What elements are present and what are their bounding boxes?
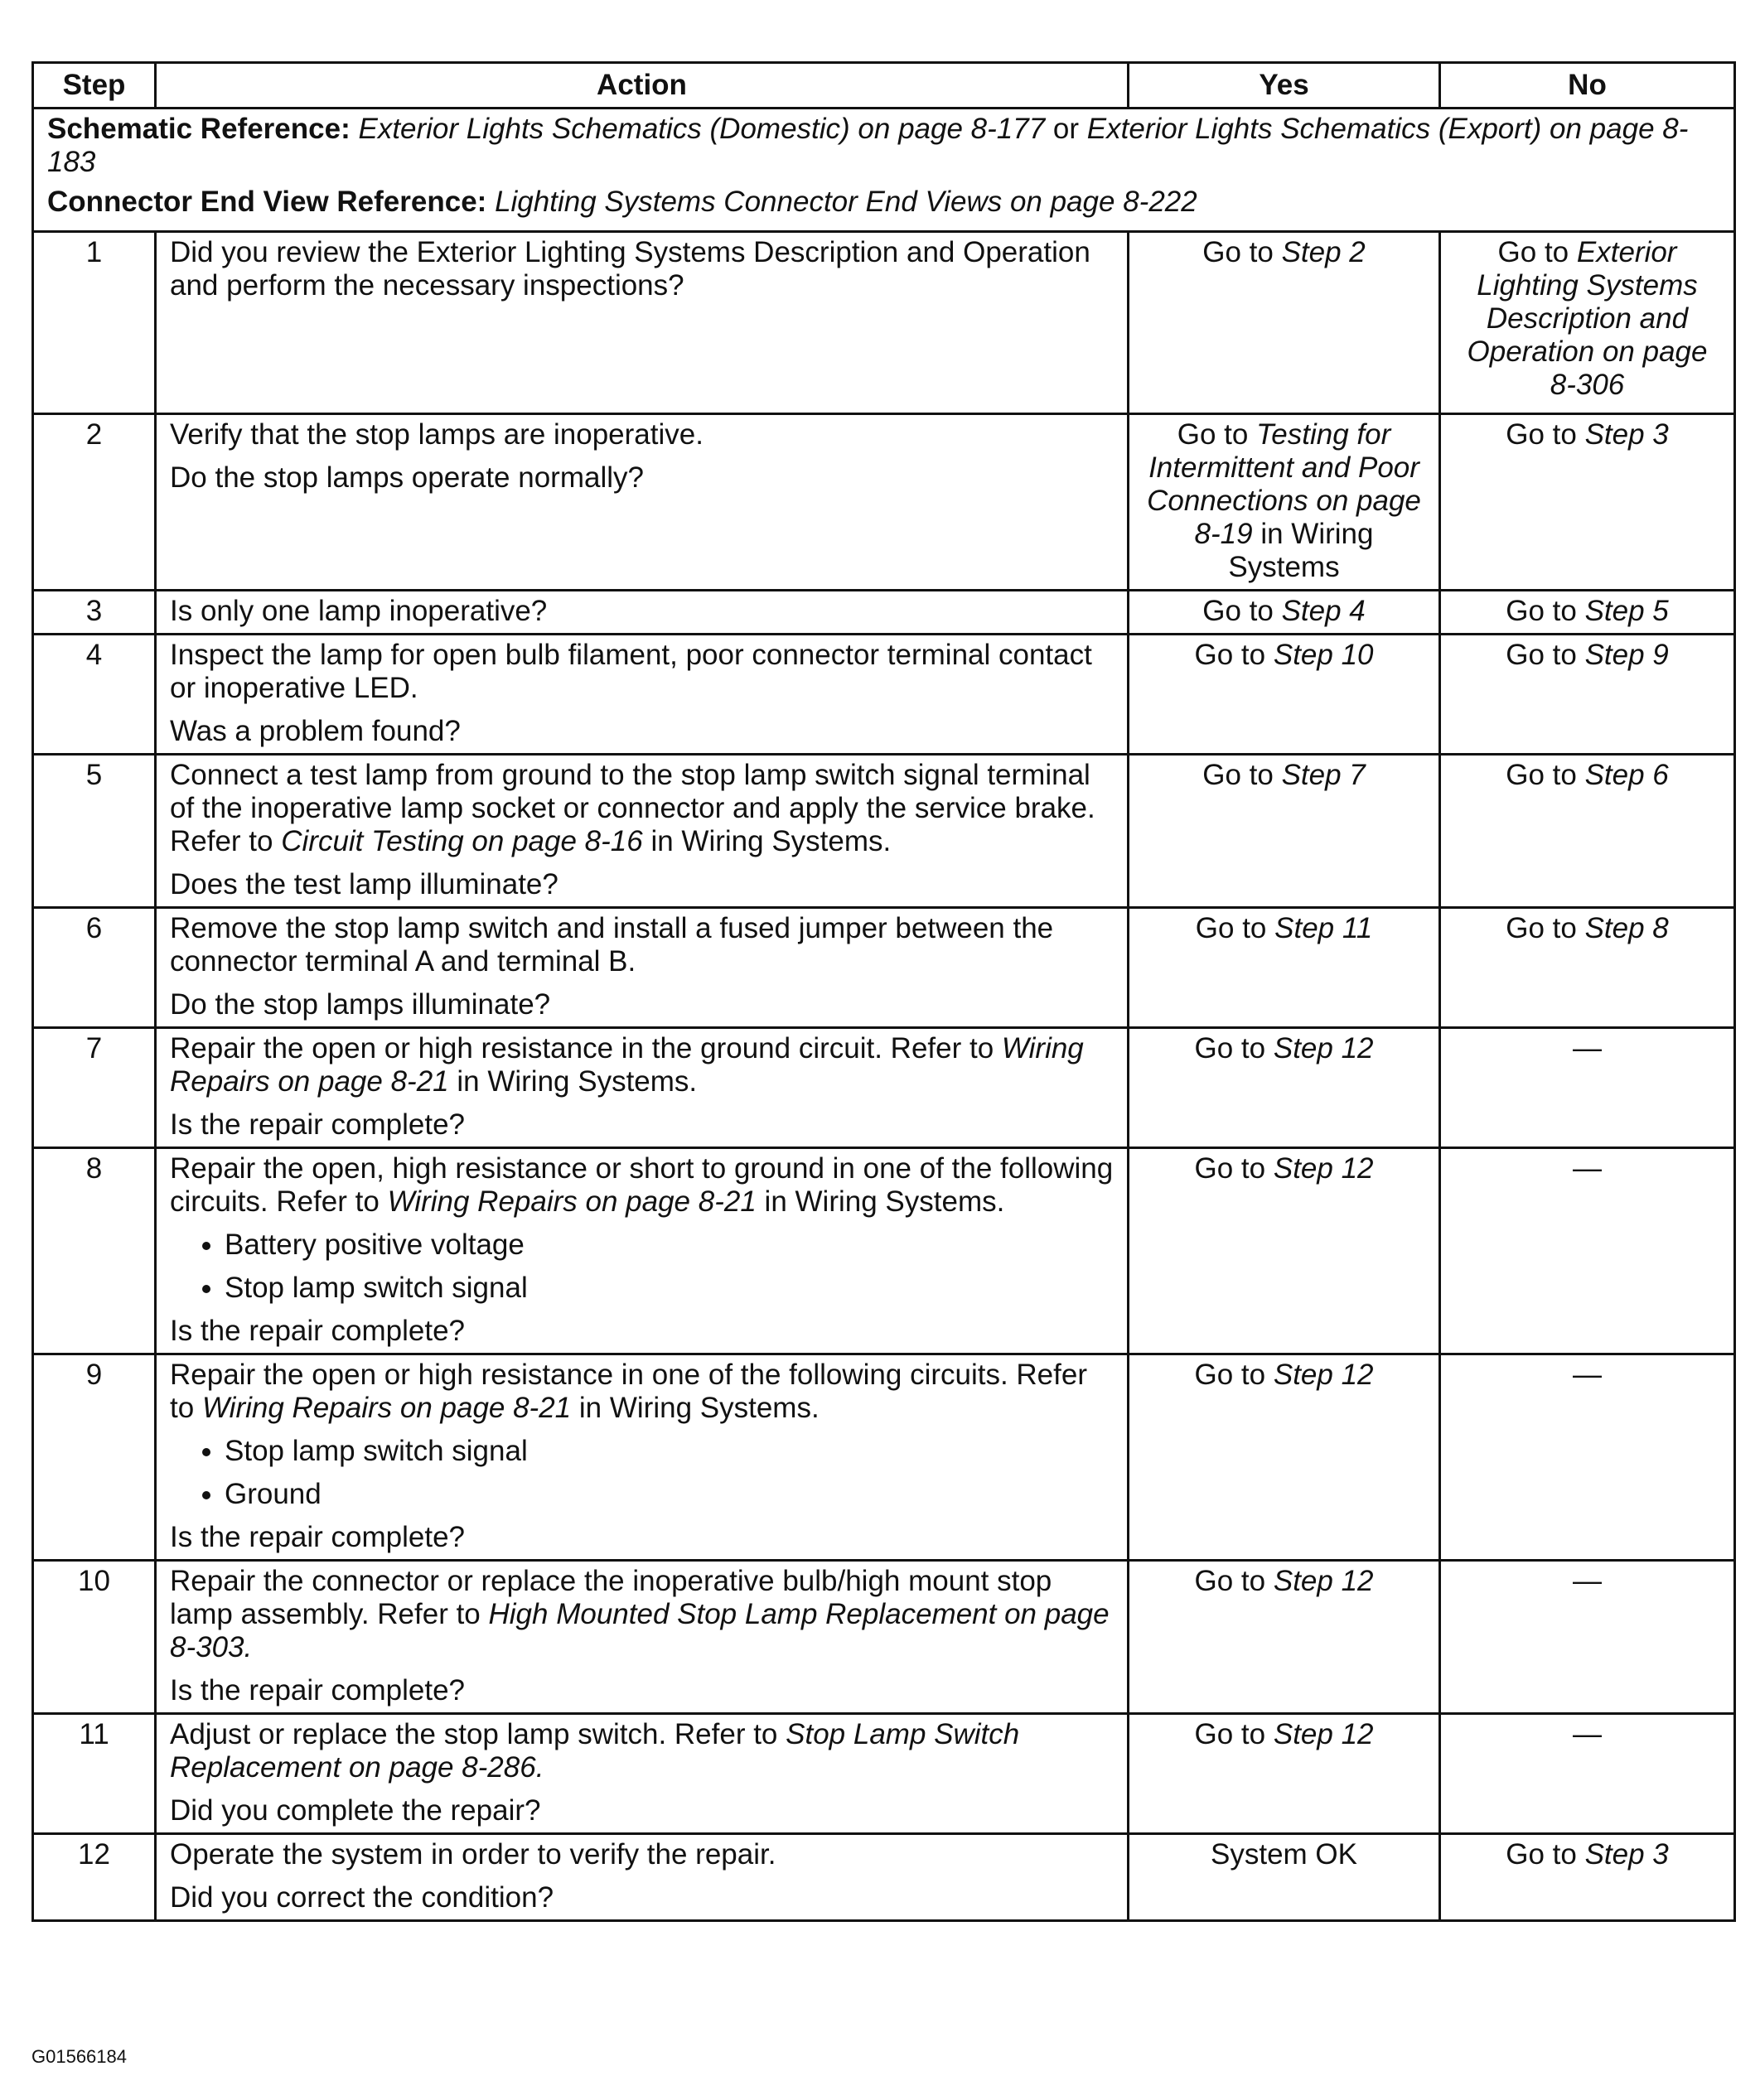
action-question: Did you correct the condition? [170,1881,554,1914]
action-reference-link: Stop Lamp Switch Replacement on page 8-286. [170,1718,1020,1784]
yes-target: Step 12 [1273,1032,1374,1064]
action-reference-link: Wiring Repairs on page 8-21 [170,1032,1084,1098]
step-row-2 [33,414,1735,591]
action-reference-link: High Mounted Stop Lamp Replacement on page 8-303. [170,1598,1110,1663]
action-reference-link: Circuit Testing on page 8-16 [281,825,643,857]
step-row-8 [33,1148,1735,1354]
yes-target-suffix: in Wiring Systems [1228,518,1374,583]
yes-target: Step 10 [1273,639,1374,671]
action-cell [156,1561,1129,1714]
yes-target: Step 12 [1273,1152,1374,1185]
no-target: Step 9 [1584,639,1669,671]
yes-target: Step 12 [1273,1565,1374,1597]
step-number: 8 [33,1148,156,1354]
action-question: Do the stop lamps illuminate? [170,988,551,1021]
step-row-9 [33,1354,1735,1561]
action-text [170,1359,1114,1425]
schematic-reference-link-domestic: Exterior Lights Schematics (Domestic) on page 8-177 [358,113,1046,145]
action-text-suffix: in Wiring Systems. [650,825,892,857]
action-text [170,759,1114,858]
yes-cell [1129,414,1440,591]
action-cell [156,635,1129,755]
action-reference-link: Wiring Repairs on page 8-21 [201,1392,572,1424]
step-row-7 [33,1028,1735,1148]
go-to-text: Go to [1506,1838,1577,1871]
list-item: • Stop lamp switch signal [225,1435,1114,1468]
action-cell [156,755,1129,908]
step-number: 5 [33,755,156,908]
action-question: Is only one lamp inoperative? [170,595,548,627]
go-to-text: Go to [1202,595,1274,627]
yes-cell [1129,1354,1440,1561]
step-row-10 [33,1561,1735,1714]
go-to-text: Go to [1177,418,1249,451]
yes-cell [1129,591,1440,635]
action-text-part: Repair the connector or replace the inoperative bulb/high mount stop lamp assembly. Refer to [170,1565,1052,1630]
step-number: 10 [33,1561,156,1714]
action-cell [156,591,1129,635]
action-text-suffix: in Wiring Systems. [764,1185,1005,1218]
go-to-text: Go to [1194,1718,1266,1750]
action-cell [156,232,1129,414]
go-to-text: Go to [1506,639,1577,671]
yes-target: Testing for Intermittent and Poor Connections on page 8-19 [1147,418,1421,550]
step-row-3 [33,591,1735,635]
yes-cell [1129,1148,1440,1354]
action-text-part: Repair the open or high resistance in one of the following circuits. Refer to [170,1359,1087,1424]
header-action: Action [156,63,1129,109]
no-target: Step 5 [1584,595,1669,627]
yes-cell [1129,635,1440,755]
action-text-part: Adjust or replace the stop lamp switch. Refer to [170,1718,778,1750]
no-cell-dash: — [1440,1714,1735,1834]
action-cell [156,1834,1129,1921]
action-text [170,1032,1114,1098]
no-cell [1440,755,1735,908]
action-reference-link: Wiring Repairs on page 8-21 [387,1185,757,1218]
yes-cell [1129,1714,1440,1834]
action-text-part: Connect a test lamp from ground to the stop lamp switch signal terminal of the inoperative lamp socket or connector and apply the service brake. Refer to [170,759,1095,857]
connector-reference-label: Connector End View Reference: [47,186,487,218]
go-to-text: Go to [1506,418,1577,451]
schematic-reference-or: or [1052,113,1080,145]
yes-target: Step 7 [1281,759,1366,791]
go-to-text: Go to [1506,912,1577,944]
action-text-part: Repair the open, high resistance or short to ground in one of the following circuits. Refer to [170,1152,1114,1218]
figure-id: G01566184 [31,2046,127,2067]
action-cell [156,414,1129,591]
action-question: Is the repair complete? [170,1315,466,1347]
step-number: 4 [33,635,156,755]
step-number: 11 [33,1714,156,1834]
action-text-suffix: in Wiring Systems. [457,1065,698,1098]
no-cell-dash: — [1440,1561,1735,1714]
no-target: Step 3 [1584,418,1669,451]
go-to-text: Go to [1194,1032,1266,1064]
action-text: Remove the stop lamp switch and install a fused jumper between the connector terminal A and terminal B. [170,912,1054,978]
schematic-reference-link-export: Exterior Lights Schematics (Export) on page 8-183 [47,113,1689,178]
header-no: No [1440,63,1735,109]
step-row-1 [33,232,1735,414]
no-cell-dash: — [1440,1148,1735,1354]
no-target: Step 3 [1584,1838,1669,1871]
go-to-text: Go to [1194,1152,1266,1185]
action-text [170,1565,1114,1664]
action-cell [156,908,1129,1028]
action-question: Does the test lamp illuminate? [170,868,558,900]
go-to-text: Go to [1202,759,1274,791]
action-cell [156,1354,1129,1561]
action-text-part: Repair the open or high resistance in the ground circuit. Refer to [170,1032,994,1064]
list-item: • Battery positive voltage [225,1229,1114,1262]
yes-target: Step 2 [1281,236,1366,268]
circuit-list [170,1435,1114,1511]
yes-cell [1129,1028,1440,1148]
action-question: Is the repair complete? [170,1108,466,1141]
go-to-text: Go to [1202,236,1274,268]
no-target: Step 8 [1584,912,1669,944]
step-number: 3 [33,591,156,635]
action-text: Inspect the lamp for open bulb filament, poor connector terminal contact or inoperative LED. [170,639,1092,704]
list-item: • Stop lamp switch signal [225,1272,1114,1305]
diagnostic-table [31,61,1736,1922]
connector-reference [47,186,1720,219]
schematic-reference-label: Schematic Reference: [47,113,351,145]
yes-cell [1129,908,1440,1028]
no-cell [1440,414,1735,591]
header-step: Step [33,63,156,109]
action-text [170,1718,1114,1784]
header-row [33,63,1735,109]
action-question: Did you review the Exterior Lighting Systems Description and Operation and perform the necessary inspections? [170,236,1090,302]
step-number: 1 [33,232,156,414]
no-cell-dash: — [1440,1354,1735,1561]
action-cell [156,1028,1129,1148]
step-number: 9 [33,1354,156,1561]
yes-target: Step 4 [1281,595,1366,627]
go-to-text: Go to [1195,912,1267,944]
yes-cell [1129,1561,1440,1714]
go-to-text: Go to [1506,759,1577,791]
no-cell [1440,591,1735,635]
circuit-list [170,1229,1114,1305]
step-number: 12 [33,1834,156,1921]
yes-target: Step 12 [1273,1359,1374,1391]
list-item: • Ground [225,1478,1114,1511]
no-cell [1440,1834,1735,1921]
step-row-4 [33,635,1735,755]
step-number: 2 [33,414,156,591]
step-number: 6 [33,908,156,1028]
action-text: Verify that the stop lamps are inoperative. [170,418,704,451]
step-row-5 [33,755,1735,908]
action-question: Is the repair complete? [170,1674,466,1707]
no-cell [1440,232,1735,414]
action-cell [156,1148,1129,1354]
header-yes: Yes [1129,63,1440,109]
no-cell [1440,635,1735,755]
schematic-reference [47,113,1720,179]
no-cell [1440,908,1735,1028]
action-question: Did you complete the repair? [170,1794,541,1827]
no-cell-dash: — [1440,1028,1735,1148]
go-to-text: Go to [1194,1359,1266,1391]
go-to-text: Go to [1497,236,1569,268]
action-cell [156,1714,1129,1834]
no-target: Exterior Lighting Systems Description and Operation on page 8-306 [1467,236,1708,401]
go-to-text: Go to [1194,639,1266,671]
go-to-text: Go to [1506,595,1577,627]
step-row-11 [33,1714,1735,1834]
step-number: 7 [33,1028,156,1148]
connector-reference-link: Lighting Systems Connector End Views on page 8-222 [495,186,1197,218]
go-to-text: Go to [1194,1565,1266,1597]
action-text-suffix: in Wiring Systems. [578,1392,820,1424]
action-text: Operate the system in order to verify the repair. [170,1838,776,1871]
step-row-6 [33,908,1735,1028]
yes-cell [1129,232,1440,414]
yes-target: Step 11 [1274,912,1373,944]
action-question: Was a problem found? [170,715,461,747]
action-text [170,1152,1114,1219]
action-question: Is the repair complete? [170,1521,466,1553]
reference-row [33,109,1735,232]
yes-cell [1129,755,1440,908]
step-row-12 [33,1834,1735,1921]
yes-cell: System OK [1129,1834,1440,1921]
yes-target: Step 12 [1273,1718,1374,1750]
reference-cell [33,109,1735,232]
action-question: Do the stop lamps operate normally? [170,461,644,494]
no-target: Step 6 [1584,759,1669,791]
